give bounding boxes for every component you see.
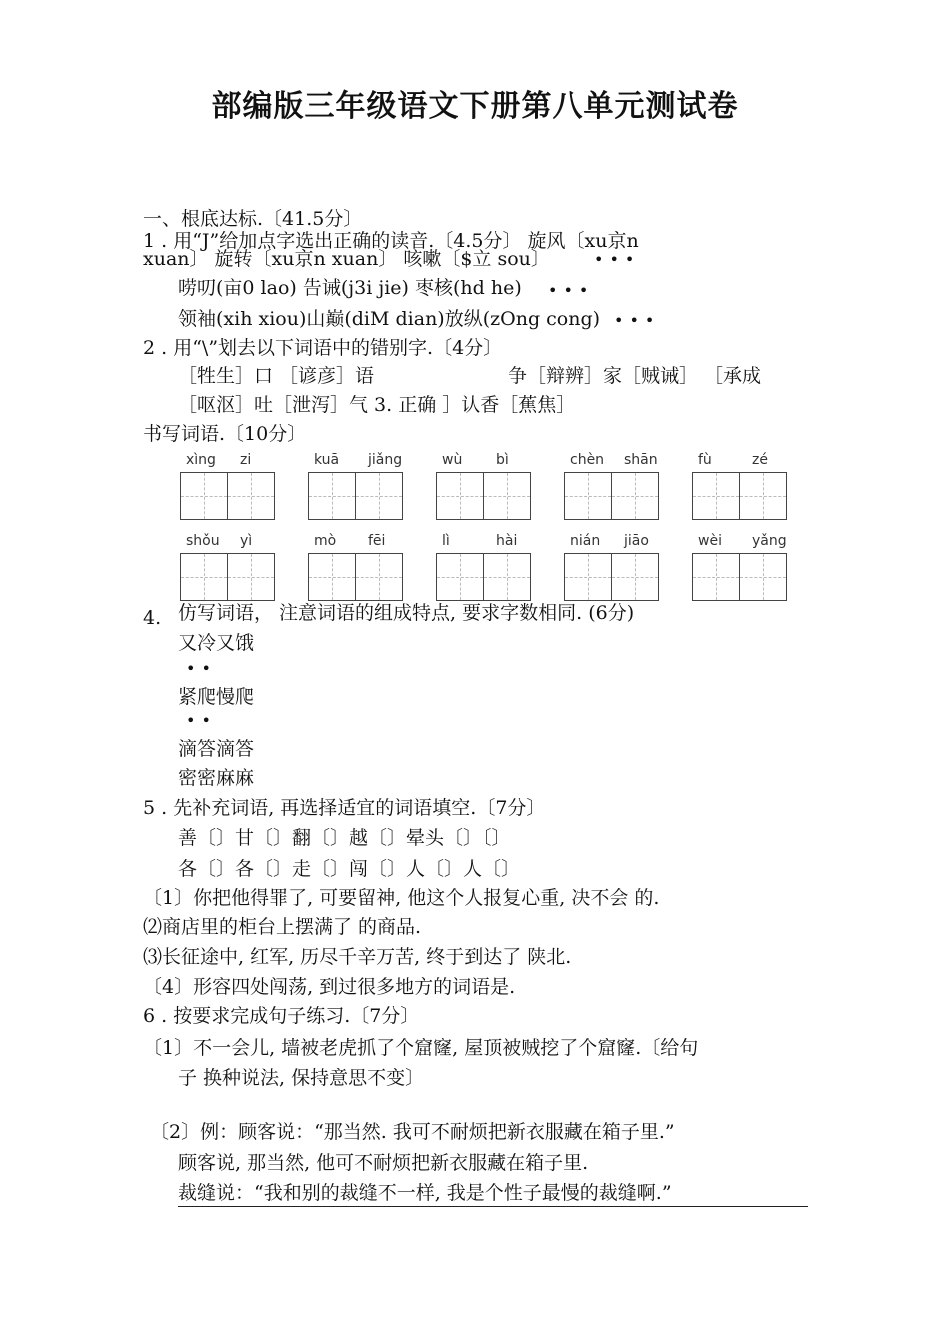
question-4-number: 4. (143, 607, 162, 629)
question-6-task-sentence: 裁缝说：“我和别的裁缝不一样, 我是个性子最慢的裁缝啊.” (178, 1182, 672, 1204)
question-4-heading: 仿写词语， 注意词语的组成特点, 要求字数相同. (6分) (178, 602, 635, 624)
pinyin-label: zi (240, 452, 252, 468)
question-3-heading: 书写词语.〔10分〕 (143, 423, 307, 445)
pinyin-label: kuā (314, 452, 340, 468)
pinyin-label: fù (698, 452, 712, 468)
character-box[interactable] (227, 472, 275, 520)
pinyin-label: yì (240, 533, 253, 549)
pinyin-label: hài (496, 533, 518, 549)
pinyin-label: shǒu (186, 533, 220, 549)
question-5-sentence-4: 〔4〕形容四处闯荡, 到过很多地方的词语是. (143, 976, 516, 998)
character-box[interactable] (692, 472, 740, 520)
character-box[interactable] (611, 472, 659, 520)
pinyin-label: jiāo (624, 533, 649, 549)
question-6-example-converted: 顾客说, 那当然, 他可不耐烦把新衣服藏在箱子里. (178, 1152, 589, 1174)
question-5-sentence-2: ⑵商店里的柜台上摆满了 的商品. (143, 916, 422, 938)
example-word-4: 密密麻麻 (178, 767, 255, 789)
question-6-heading: 6 . 按要求完成句子练习.〔7分〕 (143, 1005, 420, 1027)
pinyin-label: shān (624, 452, 658, 468)
example-word-2: 紧爬慢爬 (178, 686, 255, 708)
question-1-line-1: 1 . 用“J”给加点字选出正确的读音.〔4.5分〕 旋风〔xu京n (143, 230, 639, 252)
pinyin-label: wèi (698, 533, 722, 549)
emphasis-dots: •• (186, 711, 217, 730)
character-box[interactable] (308, 553, 356, 601)
question-5-heading: 5 . 先补充词语, 再选择适宜的词语填空.〔7分〕 (143, 797, 546, 819)
character-box[interactable] (180, 553, 228, 601)
question-6-sentence-1b: 子 换种说法, 保持意思不变〕 (178, 1067, 425, 1089)
pinyin-label: wù (442, 452, 463, 468)
question-1-line-4: 领袖(xih xiou)山巅(diM dian)放纵(zOng cong) (178, 308, 601, 330)
question-2-row-2: ［呕沤］吐［泄泻］气 3. 正确 ］认香［蕉焦］ (178, 394, 576, 416)
pinyin-grid (180, 452, 276, 542)
character-box[interactable] (436, 472, 484, 520)
emphasis-dots: •• (186, 659, 217, 678)
question-2-row-1b: 争［辩辨］家［贼诫］ ［承成 (508, 365, 762, 387)
character-box[interactable] (436, 553, 484, 601)
character-box[interactable] (483, 553, 531, 601)
character-box[interactable] (692, 553, 740, 601)
pinyin-grid (692, 452, 788, 542)
character-box[interactable] (739, 553, 787, 601)
question-5-row-2: 各〔〕各〔〕走〔〕闯〔〕人〔〕人〔〕 (178, 858, 521, 880)
question-6-sentence-1a: 〔1〕不一会儿, 墙被老虎抓了个窟窿, 屋顶被贼挖了个窟窿.〔给句 (143, 1037, 699, 1059)
pinyin-grid (692, 533, 788, 623)
character-box[interactable] (483, 472, 531, 520)
question-5-row-1: 善〔〕甘〔〕翻〔〕越〔〕晕头〔〕〔〕 (178, 827, 511, 849)
question-2-row-1a: ［牲生］口 ［谚彦］语 (178, 365, 375, 387)
pinyin-label: zé (752, 452, 768, 468)
page-title: 部编版三年级语文下册第八单元测试卷 (211, 89, 739, 124)
character-box[interactable] (564, 472, 612, 520)
character-box[interactable] (564, 553, 612, 601)
character-box[interactable] (355, 472, 403, 520)
pinyin-label: lì (442, 533, 450, 549)
character-box[interactable] (739, 472, 787, 520)
emphasis-dots: ••• (548, 281, 595, 300)
character-box[interactable] (355, 553, 403, 601)
pinyin-grid (436, 452, 532, 542)
emphasis-dots: ••• (614, 311, 661, 330)
pinyin-label: fēi (368, 533, 386, 549)
pinyin-grid (564, 452, 660, 542)
pinyin-grid (308, 452, 404, 542)
pinyin-label: nián (570, 533, 601, 549)
question-6-example: 〔2〕例：顾客说：“那当然. 我可不耐烦把新衣服藏在箱子里.” (150, 1121, 675, 1143)
character-box[interactable] (611, 553, 659, 601)
emphasis-dots: ••• (594, 250, 641, 269)
answer-line (178, 1206, 808, 1207)
example-word-3: 滴答滴答 (178, 738, 255, 760)
character-box[interactable] (308, 472, 356, 520)
pinyin-label: jiǎng (368, 452, 403, 468)
example-word-1: 又冷又饿 (178, 632, 255, 654)
pinyin-label: xìng (186, 452, 216, 468)
section-heading: 一、根底达标.〔41.5分〕 (143, 208, 363, 230)
question-2-heading: 2 . 用“\”划去以下词语中的错别字.〔4分〕 (143, 337, 503, 359)
pinyin-label: mò (314, 533, 337, 549)
character-box[interactable] (227, 553, 275, 601)
character-box[interactable] (180, 472, 228, 520)
question-1-line-2: xuan〕 旋转〔xu京n xuan〕 咳嗽〔$立 sou〕 (143, 248, 550, 270)
pinyin-label: bì (496, 452, 509, 468)
question-5-sentence-1: 〔1〕你把他得罪了, 可要留神, 他这个人报复心重, 决不会 的. (143, 887, 660, 909)
pinyin-label: yǎng (752, 533, 787, 549)
pinyin-label: chèn (570, 452, 605, 468)
question-5-sentence-3: ⑶长征途中, 红军, 历尽千辛万苦, 终于到达了 陕北. (143, 946, 572, 968)
question-1-line-3: 唠叨(亩0 lao) 告诫(j3i jie) 枣核(hd he) (178, 277, 522, 299)
